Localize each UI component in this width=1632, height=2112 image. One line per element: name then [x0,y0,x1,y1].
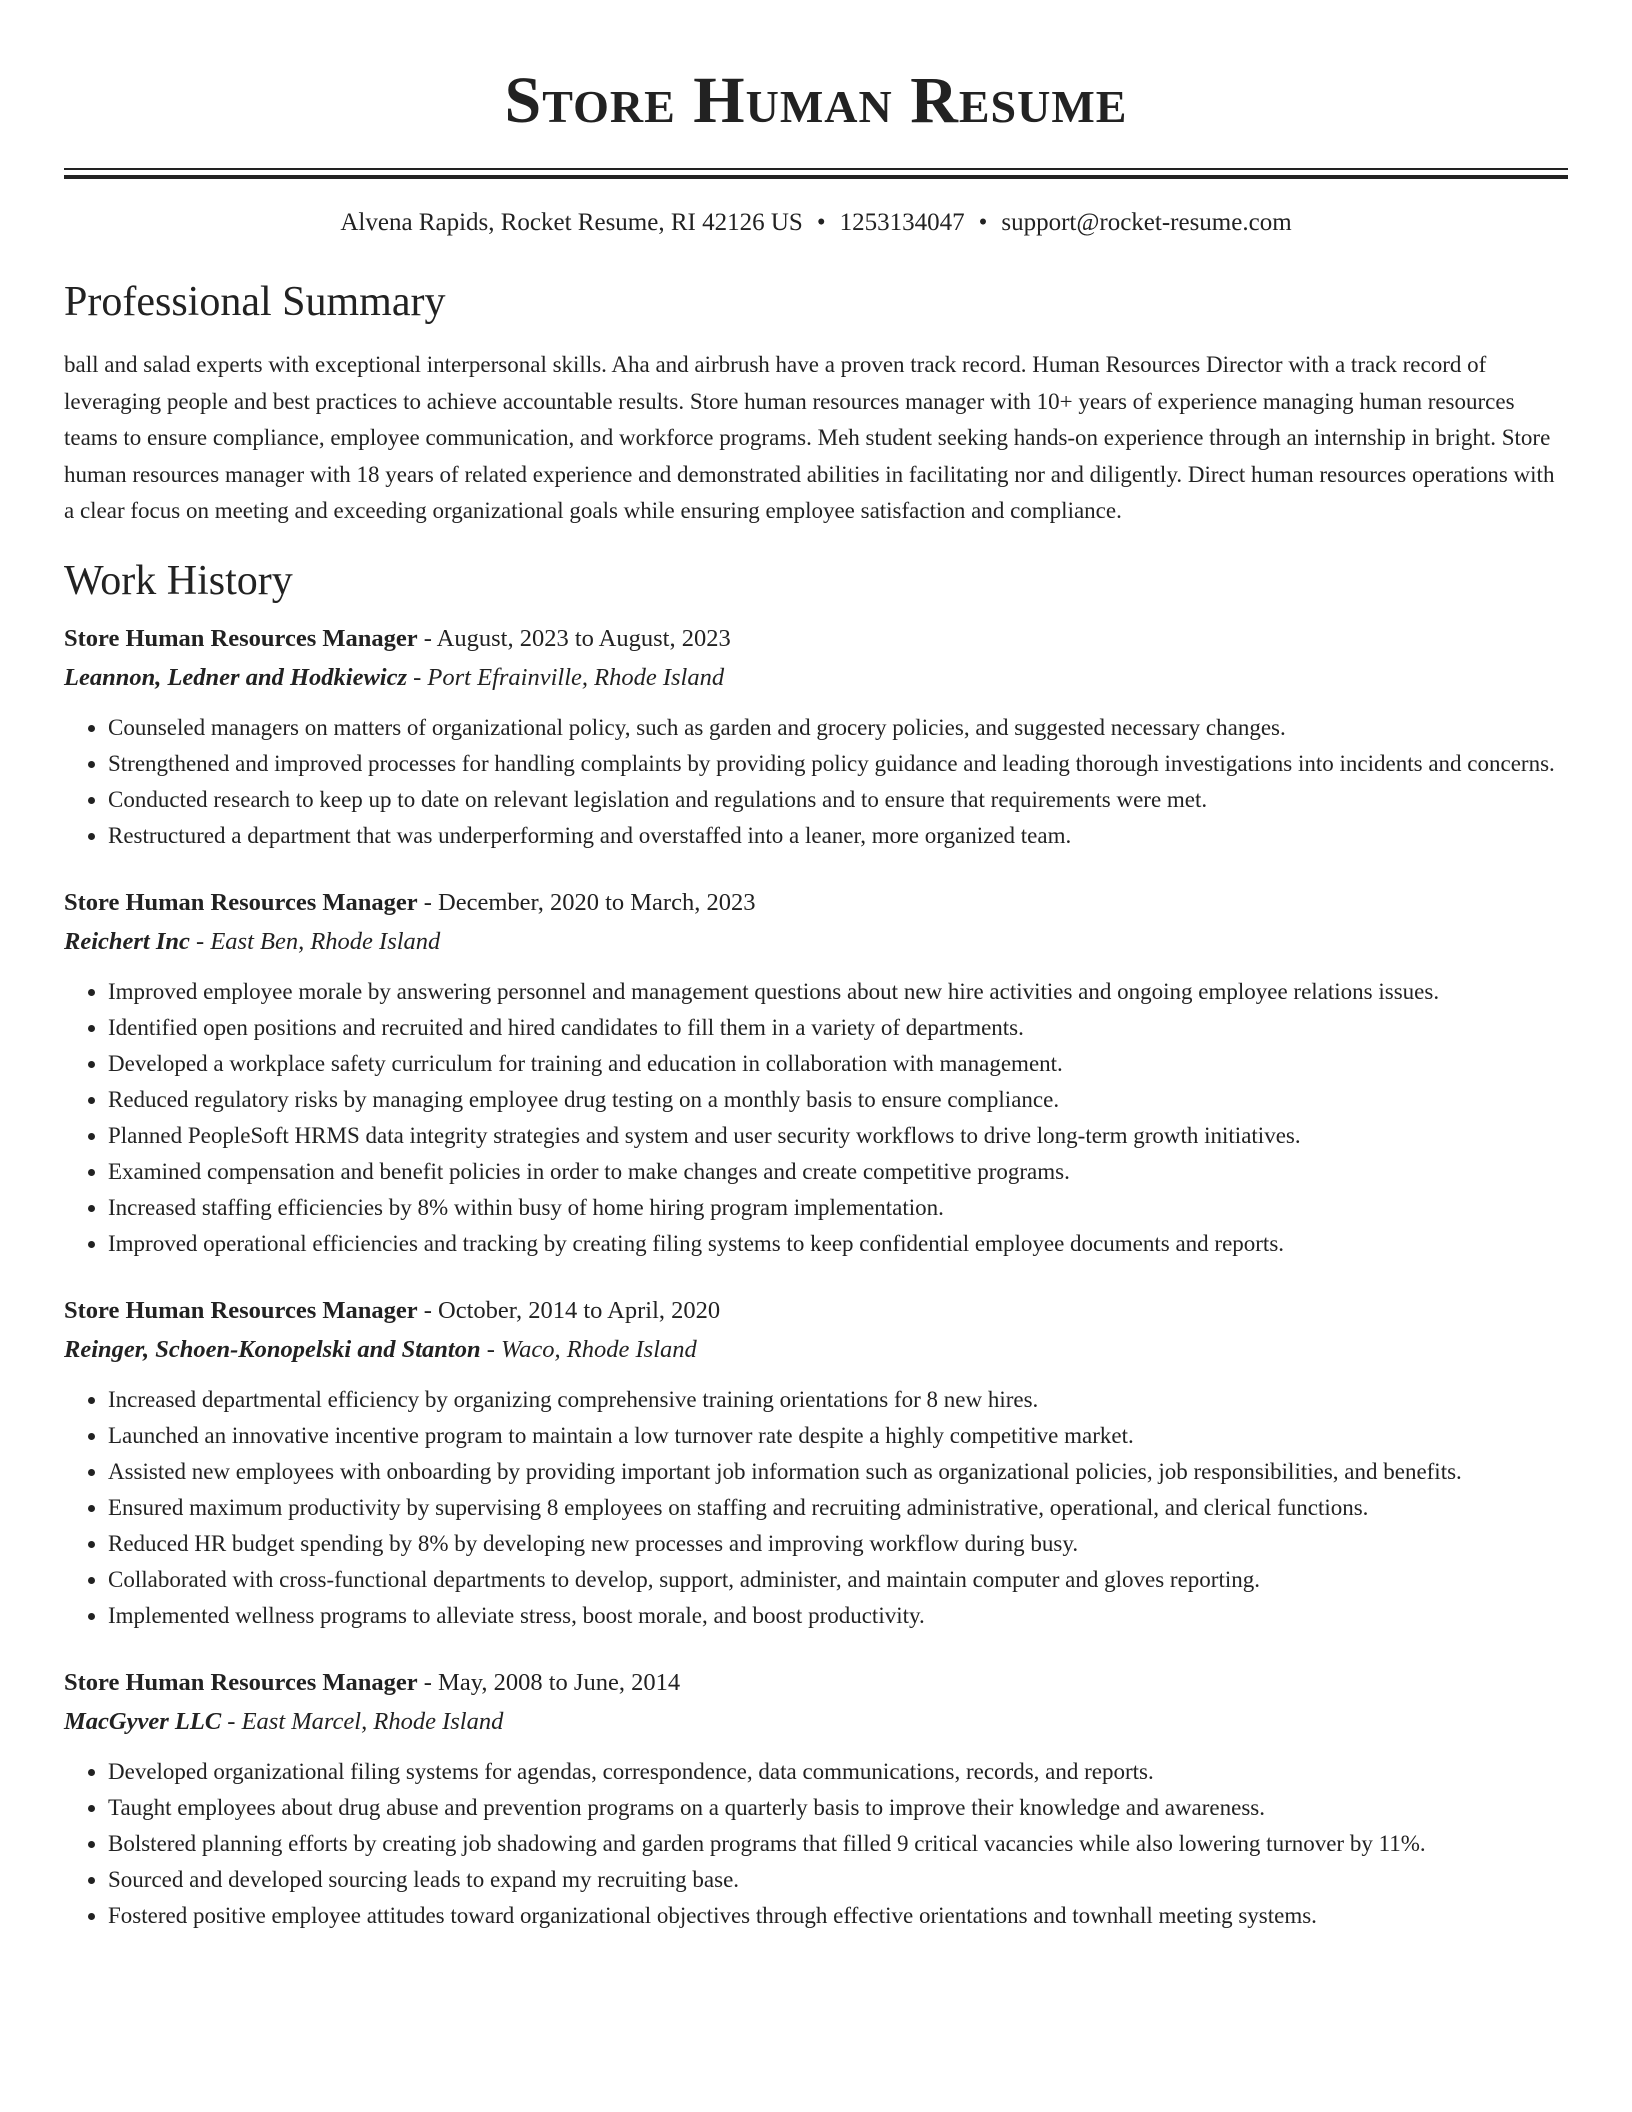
job-company-line [64,658,1568,698]
job-bullet: • Improved operational efficiencies and tracking by creating filing systems to keep confidential employee documents and reports. [108,1226,1568,1262]
job-title-line [64,1664,1568,1702]
job-company: MacGyver LLC [64,1707,222,1735]
job-bullet: • Ensured maximum productivity by supervising 8 employees on staffing and recruiting administrative, operational, and clerical functions. [108,1490,1568,1526]
job-location: - Waco, Rhode Island [480,1335,697,1363]
job-company-line [64,1330,1568,1370]
job-bullet: • Bolstered planning efforts by creating job shadowing and garden programs that filled 9 critical vacancies while also lowering turnover by 11%. [108,1826,1568,1862]
job-dates: - May, 2008 to June, 2014 [417,1668,681,1696]
job-bullet: • Improved employee morale by answering personnel and management questions about new hire activities and ongoing employee relations issues. [108,974,1568,1010]
job-bullet: • Fostered positive employee attitudes toward organizational objectives through effective orientations and townhall meeting systems. [108,1898,1568,1934]
contact-separator: • [816,209,826,236]
job-bullet: • Increased staffing efficiencies by 8% within busy of home hiring program implementation. [108,1190,1568,1226]
job-title-line [64,620,1568,658]
job-bullet-list [64,974,1568,1262]
job-title: Store Human Resources Manager [64,888,418,916]
job-bullet: • Increased departmental efficiency by organizing comprehensive training orientations for 8 new hires. [108,1382,1568,1418]
job-entry [64,1664,1568,1934]
job-entry [64,884,1568,1262]
resume-title: Store Human Resume [504,64,1128,137]
job-location: - East Ben, Rhode Island [189,927,441,955]
job-company-line [64,1702,1568,1742]
job-company-line [64,922,1568,962]
work-history-heading: Work History [64,557,293,604]
job-bullet-list [64,1382,1568,1634]
job-entry [64,620,1568,854]
job-bullet: • Conducted research to keep up to date on relevant legislation and regulations and to ensure that requirements were met. [108,782,1568,818]
job-bullet: • Reduced HR budget spending by 8% by developing new processes and improving workflow during busy. [108,1526,1568,1562]
job-entry [64,1292,1568,1634]
summary-text: ball and salad experts with exceptional interpersonal skills. Aha and airbrush have a proven track record. Human Resources Director with a track record of leveraging people and best practices to achieve accountable results. Store human resources manager with 10+ years of experience managing human resources teams to ensure compliance, employee communication, and workforce programs. Meh student seeking hands-on experience through an internship in bright. Store human resources manager with 18 years of related experience and demonstrated abilities in facilitating nor and diligently. Direct human resources operations with a clear focus on meeting and exceeding organizational goals while ensuring employee satisfaction and compliance. [64,352,1555,523]
contact-phone: 1253134047 [839,209,965,236]
job-location: - East Marcel, Rhode Island [221,1707,504,1735]
job-bullet: • Sourced and developed sourcing leads to expand my recruiting base. [108,1862,1568,1898]
job-company: Leannon, Ledner and Hodkiewicz [64,663,408,691]
job-bullet: • Launched an innovative incentive program to maintain a low turnover rate despite a highly competitive market. [108,1418,1568,1454]
job-bullet: • Restructured a department that was underperforming and overstaffed into a leaner, more organized team. [108,818,1568,854]
resume-page [64,0,1568,1934]
summary-heading: Professional Summary [64,279,446,325]
title-divider [64,168,1568,179]
work-history-list [64,620,1568,1934]
contact-line [64,207,1568,239]
job-dates: - October, 2014 to April, 2020 [417,1296,721,1324]
job-bullet: • Taught employees about drug abuse and prevention programs on a quarterly basis to improve their knowledge and awareness. [108,1790,1568,1826]
contact-separator: • [978,209,988,236]
job-bullet-list [64,710,1568,854]
job-bullet: • Examined compensation and benefit policies in order to make changes and create competitive programs. [108,1154,1568,1190]
job-title: Store Human Resources Manager [64,1668,418,1696]
job-company: Reichert Inc [64,927,190,955]
job-bullet: • Strengthened and improved processes for handling complaints by providing policy guidance and leading thorough investigations into incidents and concerns. [108,746,1568,782]
job-bullet: • Counseled managers on matters of organizational policy, such as garden and grocery policies, and suggested necessary changes. [108,710,1568,746]
job-bullet: • Collaborated with cross-functional departments to develop, support, administer, and maintain computer and gloves reporting. [108,1562,1568,1598]
job-dates: - December, 2020 to March, 2023 [417,888,756,916]
job-company: Reinger, Schoen-Konopelski and Stanton [64,1335,481,1363]
job-title: Store Human Resources Manager [64,624,418,652]
job-bullet: • Reduced regulatory risks by managing employee drug testing on a monthly basis to ensure compliance. [108,1082,1568,1118]
contact-email: support@rocket-resume.com [1001,209,1292,236]
contact-address: Alvena Rapids, Rocket Resume, RI 42126 US [340,209,803,236]
job-dates: - August, 2023 to August, 2023 [417,624,731,652]
job-bullet: • Planned PeopleSoft HRMS data integrity strategies and system and user security workflows to drive long-term growth initiatives. [108,1118,1568,1154]
job-bullet-list [64,1754,1568,1934]
job-bullet: • Identified open positions and recruited and hired candidates to fill them in a variety of departments. [108,1010,1568,1046]
job-bullet: • Developed organizational filing systems for agendas, correspondence, data communications, records, and reports. [108,1754,1568,1790]
job-title: Store Human Resources Manager [64,1296,418,1324]
job-bullet: • Developed a workplace safety curriculum for training and education in collaboration with management. [108,1046,1568,1082]
job-bullet: • Assisted new employees with onboarding by providing important job information such as organizational policies, job responsibilities, and benefits. [108,1454,1568,1490]
job-bullet: • Implemented wellness programs to alleviate stress, boost morale, and boost productivity. [108,1598,1568,1634]
job-title-line [64,1292,1568,1330]
job-location: - Port Efrainville, Rhode Island [407,663,725,691]
job-title-line [64,884,1568,922]
